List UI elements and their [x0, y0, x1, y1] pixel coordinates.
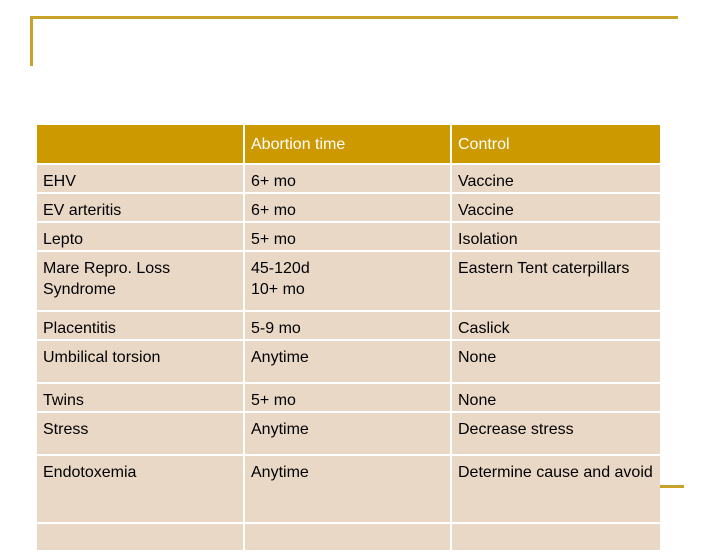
table-row — [37, 413, 660, 456]
abortion-time-cell: 45-120d 10+ mo — [245, 252, 452, 312]
header-cell-control: Control — [452, 125, 660, 165]
control-cell — [452, 524, 660, 552]
table-row — [37, 223, 660, 252]
control-cell: Decrease stress — [452, 413, 660, 456]
control-cell: None — [452, 341, 660, 384]
abortion-time-cell: 6+ mo — [245, 194, 452, 223]
table-row — [37, 312, 660, 341]
cause-cell: Lepto — [37, 223, 245, 252]
table-row — [37, 165, 660, 194]
abortion-causes-table — [37, 125, 660, 552]
cause-cell: Mare Repro. Loss Syndrome — [37, 252, 245, 312]
table-row — [37, 252, 660, 312]
control-cell: Caslick — [452, 312, 660, 341]
abortion-time-cell: Anytime — [245, 456, 452, 524]
table-row — [37, 456, 660, 524]
cause-cell: Placentitis — [37, 312, 245, 341]
cause-cell: Umbilical torsion — [37, 341, 245, 384]
header-cell-abortion-time: Abortion time — [245, 125, 452, 165]
abortion-time-cell: 5+ mo — [245, 384, 452, 413]
abortion-time-cell: Anytime — [245, 341, 452, 384]
table-row — [37, 194, 660, 223]
decorative-left-line — [30, 16, 33, 66]
control-cell: Vaccine — [452, 165, 660, 194]
control-cell: Eastern Tent caterpillars — [452, 252, 660, 312]
decorative-right-line — [660, 485, 684, 488]
abortion-time-cell: 5-9 mo — [245, 312, 452, 341]
cause-cell: Twins — [37, 384, 245, 413]
cause-cell: EV arteritis — [37, 194, 245, 223]
abortion-time-cell: Anytime — [245, 413, 452, 456]
table-row — [37, 524, 660, 552]
cause-cell: Stress — [37, 413, 245, 456]
abortion-time-cell: 5+ mo — [245, 223, 452, 252]
control-cell: Isolation — [452, 223, 660, 252]
abortion-time-cell — [245, 524, 452, 552]
control-cell: Vaccine — [452, 194, 660, 223]
cause-cell: Endotoxemia — [37, 456, 245, 524]
decorative-top-line — [30, 16, 678, 19]
cause-cell — [37, 524, 245, 552]
table-row — [37, 384, 660, 413]
table-header-row — [37, 125, 660, 165]
control-cell: Determine cause and avoid — [452, 456, 660, 524]
cause-cell: EHV — [37, 165, 245, 194]
control-cell: None — [452, 384, 660, 413]
table-row — [37, 341, 660, 384]
header-cell-cause — [37, 125, 245, 165]
abortion-time-cell: 6+ mo — [245, 165, 452, 194]
